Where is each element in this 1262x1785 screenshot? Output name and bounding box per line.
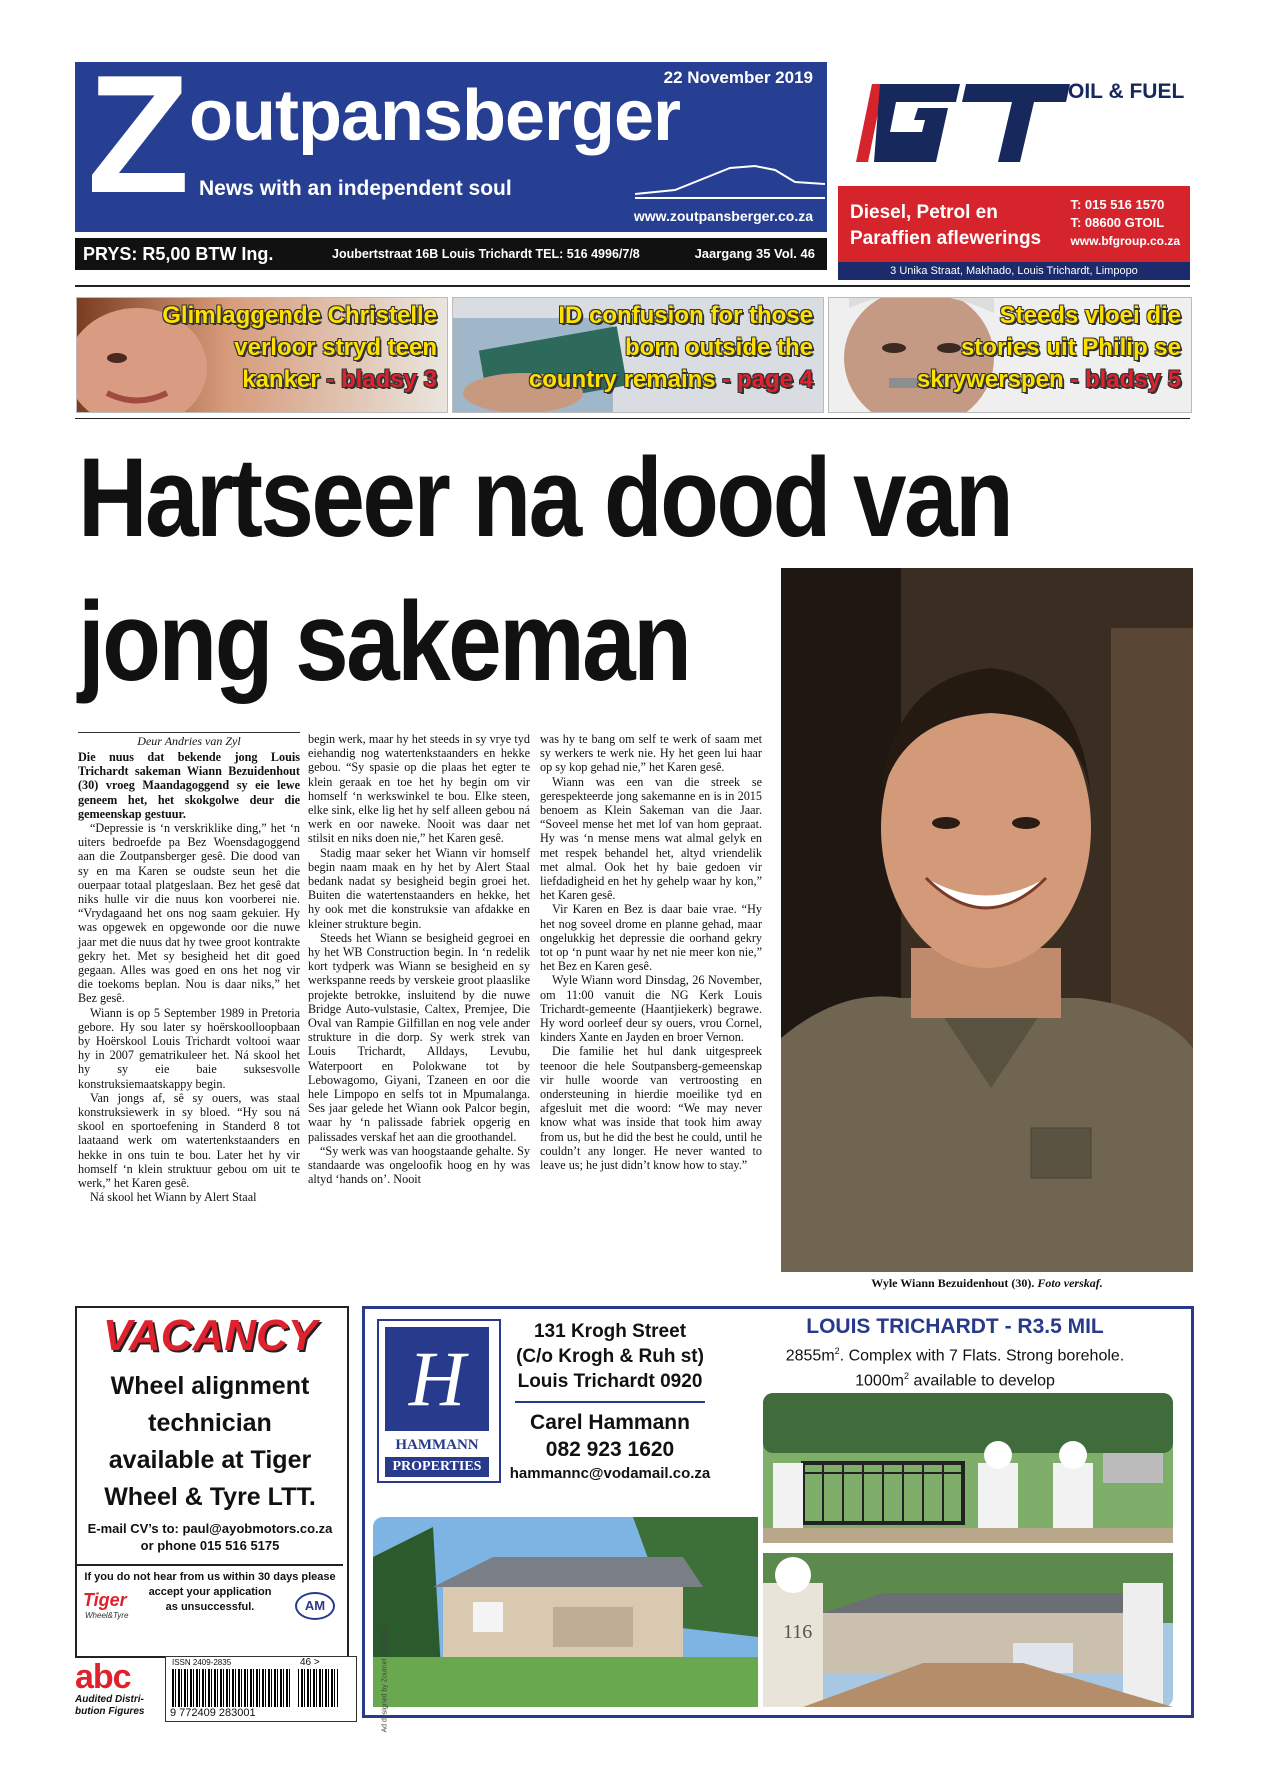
hammann-address: Louis Trichardt 0920 xyxy=(517,1371,703,1392)
gt-ad-website[interactable]: www.bfgroup.co.za xyxy=(1070,234,1180,248)
property-photo-gate xyxy=(763,1393,1173,1543)
masthead xyxy=(75,40,827,232)
teaser-headline: ID confusion for those born outside the country remains - page 4 xyxy=(528,302,813,393)
portrait-photo xyxy=(781,568,1193,1272)
gt-ad-tel1: T: 015 516 1570 xyxy=(1070,197,1165,212)
hammann-agent: Carel Hammann xyxy=(530,1411,690,1434)
vacancy-ad[interactable] xyxy=(75,1306,349,1658)
property-photo-driveway xyxy=(763,1553,1173,1707)
hammann-logo xyxy=(377,1319,501,1483)
main-headline: Hartseer na dood van xyxy=(78,435,1012,560)
gt-ad-line1: Diesel, Petrol en xyxy=(850,202,998,223)
gt-ad-line2: Paraffien aflewerings xyxy=(850,228,1042,249)
hammann-email[interactable]: hammannc@vodamail.co.za xyxy=(509,1465,711,1482)
website-link[interactable]: www.zoutpansberger.co.za xyxy=(633,208,813,224)
info-bar xyxy=(75,238,827,270)
issn-label: ISSN 2409-2835 xyxy=(172,1658,232,1667)
barcode-number: 9 772409 283001 xyxy=(170,1707,256,1719)
teaser-headline: Glimlaggende Christelle verloor stryd teen kanker - bladsy 3 xyxy=(162,302,437,393)
vacancy-phone: or phone 015 516 5175 xyxy=(140,1538,280,1553)
portrait-photo-image xyxy=(781,568,1193,1272)
listing-detail: $2855m^2$. Complex with 7 Flats. Strong borehole. xyxy=(785,1346,1125,1365)
office-address: Joubertstraat 16B Louis Trichardt TEL: 516 4996/7/8 xyxy=(332,247,640,261)
hammann-phone[interactable]: 082 923 1620 xyxy=(545,1438,675,1461)
masthead-name: outpansberger xyxy=(189,76,681,156)
divider xyxy=(75,418,1190,419)
byline: Deur Andries van Zyl xyxy=(78,732,300,749)
masthead-tagline: News with an independent soul xyxy=(199,177,512,200)
teaser-philip[interactable] xyxy=(828,297,1192,413)
teaser-christelle[interactable] xyxy=(76,297,448,413)
issue-date: 22 November 2019 xyxy=(663,68,813,87)
masthead-initial: Z xyxy=(87,40,186,228)
article-column-3: was hy te bang om self te werk of saam met sy werkers te werk nie. Hy het geen lui haar op sy kop gehad nie,” het Karen gesê. Wiann was een van die streek se gerespekteerde jong sakemanne en is in 2015 benoem as Klein Sakeman van die Jaar. “Soveel mense het met lof van hom gepraat. Hy was ‘n mense mens wat almal gelyk en met respek behandel het, altyd vriendelik met almal. Ook het hy baie gedoen vir liefdadigheid en het hy gehelp waar hy kon,” het Karen gesê. Vir Karen en Bez is daar baie vrae. “Hy het nog soveel drome en planne gehad, maar ongelukkig het depressie die oorhand gekry tot op ‘n punt waar hy net nie meer kon nie,” het Bez en Karen gesê. Wyle Wiann word Dinsdag, 26 November, om 11:00 vanuit die NG Kerk Louis Trichardt-gemeente (Haantjiekerk) begrawe. Hy word oorleef deur sy ouers, vrou Cornel, kinders Xante en Jayden en broer Vernon. Die familie het hul dank uitgespreek teenoor die hele Soutpansberg-gemeenskap vir hulle woorde van vertroosting en ondersteuning in hierdie moeilike tyd en afgesluit met die woord: “We may never know what was inside that took him away from us, but he did the best he could, until he couldn’t any longer. He never wanted to leave us; he just didn’t know how to stay.” xyxy=(540,732,762,1173)
abc-logo-icon: abc xyxy=(75,1658,131,1696)
gt-ad-tel2: T: 08600 GTOIL xyxy=(1070,215,1165,230)
vacancy-title: VACANCY xyxy=(102,1311,318,1360)
price-label: PRYS: R5,00 BTW Ing. xyxy=(83,244,274,264)
photo-caption: Wyle Wiann Bezuidenhout (30). Foto verskaf. xyxy=(871,1276,1103,1290)
vacancy-note: accept your application xyxy=(148,1586,272,1598)
hammann-address: (C/o Krogh & Ruh st) xyxy=(516,1346,704,1367)
vacancy-note: as unsuccessful. xyxy=(165,1601,255,1613)
hammann-address: 131 Krogh Street xyxy=(533,1321,687,1342)
vacancy-email[interactable]: E-mail CV’s to: paul@ayobmotors.co.za xyxy=(87,1521,333,1536)
volume-label: Jaargang 35 Vol. 46 xyxy=(694,246,815,261)
gt-logo-t-icon xyxy=(962,72,1082,172)
property-photo-garden xyxy=(373,1517,758,1707)
hammann-properties-ad[interactable] xyxy=(362,1306,1194,1733)
barcode xyxy=(165,1656,357,1722)
listing-detail: $1000m^2$ available to develop xyxy=(855,1371,1055,1390)
vacancy-line: available at Tiger xyxy=(108,1446,312,1474)
gt-logo xyxy=(850,72,1190,172)
hammann-brand-sub: PROPERTIES xyxy=(385,1457,489,1477)
gt-logo-suffix: OIL & FUEL xyxy=(1068,80,1185,103)
abc-text: Audited Distri- xyxy=(75,1694,144,1705)
am-logo: AM xyxy=(295,1592,335,1620)
vacancy-line: Wheel alignment xyxy=(110,1372,310,1400)
hammann-logo-mark-icon: H xyxy=(385,1327,489,1431)
vacancy-line: Wheel & Tyre LTT. xyxy=(104,1483,316,1511)
mountain-outline-icon xyxy=(635,160,825,200)
teaser-headline: Steeds vloei die stories uit Philip se skrywerspen - bladsy 5 xyxy=(916,302,1181,393)
barcode-bars-icon xyxy=(172,1669,292,1707)
ad-designer-credit: Ad designed by Zoutnet Publishers xyxy=(381,1623,389,1733)
listing-title: LOUIS TRICHARDT - R3.5 MIL xyxy=(806,1315,1104,1338)
main-headline-line2: jong sakeman xyxy=(78,579,690,704)
abc-text: bution Figures xyxy=(75,1706,145,1717)
abc-badge xyxy=(75,1660,165,1716)
issue-number: 46 > xyxy=(300,1657,320,1668)
vacancy-line: technician xyxy=(148,1409,272,1437)
divider xyxy=(75,285,1190,287)
article-column-1: Die nuus dat bekende jong Louis Trichardt sakeman Wiann Bezuidenhout (30) vroeg Maandagoggend sy eie lewe geneem het, het skokgolwe deur die gemeenskap gestuur. “Depressie is ‘n verskriklike ding,” het ‘n uiters bedroefde pa Bez Woensdagoggend aan die Zoutpansberger gesê. Die dood van sy en ma Karen se oudste seun het die ouerpaar totaal platgeslaan. Bez het gesê dat niks hulle vir die nuus kon voorberei nie. “Vrydagaand het ons nog saam gekuier. Hy was opgewek en opgewonde oor die nuwe jaar met die nuus dat hy twee groot kontrakte gekry het. Met sy besigheid het dit goed gegaan. Alles was goed en ons het nog vir die toekoms beplan. Nou is daar niks,” het Bez gesê. Wiann is op 5 September 1989 in Pretoria gebore. Hy sou later sy hoërskoolloopbaan by Hoërskool Louis Trichardt voltooi waar hy in 2007 gematrikuleer het. Ná skool het hy sy eie baie suksesvolle konstruksiemaatskappy begin. Van jongs af, sê sy ouers, was staal konstruksiewerk in sy bloed. “Hy sou ná skool en sportoefening in Standerd 8 tot laataand werk om watertenkstaanders en hekke in ons tuin te bou. Later het hy vir homself ‘n klein struktuur gebou om uit te werk,” het Karen gesê. Ná skool het Wiann by Alert Staal xyxy=(78,750,300,1205)
barcode-addon-icon xyxy=(298,1669,338,1707)
hammann-brand: HAMMANN xyxy=(395,1437,479,1453)
tiger-logo: Tiger xyxy=(83,1590,127,1610)
teaser-id-confusion[interactable] xyxy=(452,297,824,413)
vacancy-note: If you do not hear from us within 30 days please xyxy=(84,1571,336,1583)
house-number: 116 xyxy=(783,1621,813,1643)
tiger-logo-sub: Wheel&Tyre xyxy=(85,1611,129,1620)
article-column-2: begin werk, maar hy het steeds in sy vrye tyd eiehandig nog watertenkstaanders en hekke gebou. “Sy spasie op die plaas het egter te klein geraak en toe het hy begin om vir homself ‘n werkswinkel te bou. Elke steen, elke sink, elke lig het hy self alleen gebou ná werk en oor naweke. Nooit was daar net stilsit en niks doen nie,” het Karen gesê. Stadig maar seker het Wiann vir homself begin naam maak en hy het by Alert Staal bedank nadat sy besigheid begin groei het. Buiten die watertenstaanders en hekke, het hy ook met die konstruksie van afdakke en kleiner strukture begin. Steeds het Wiann se besigheid gegroei en hy het WB Construction begin. In ‘n redelik kort tydperk was Wiann se besigheid en sy werkspanne reeds by verskeie groot plaaslike projekte betrokke, insluitend by die nuwe Bridge Auto-vulstasie, Caltex, Premjee, Die Oval van Rampie Gilfillan en nog vele ander strukture in die dorp. Sy werk strek van Louis Trichardt, Alldays, Levubu, Waterpoort en Polokwane tot by Lebowagomo, Giyani, Tzaneen en oor die hele Limpopo en selfs tot in Mpumalanga. Ses jaar gelede het Wiann ook Palcor begin, waar hy ‘n palissade fabriek opgerig en palissades verskaf het aan die groothandel. “Sy werk was van hoogstaande gehalte. Sy standaarde was ongeloofik hoog en hy was altyd ‘hands on’. Nooit xyxy=(308,732,530,1187)
gt-ad-address: 3 Unika Straat, Makhado, Louis Trichardt, Limpopo xyxy=(838,262,1190,280)
